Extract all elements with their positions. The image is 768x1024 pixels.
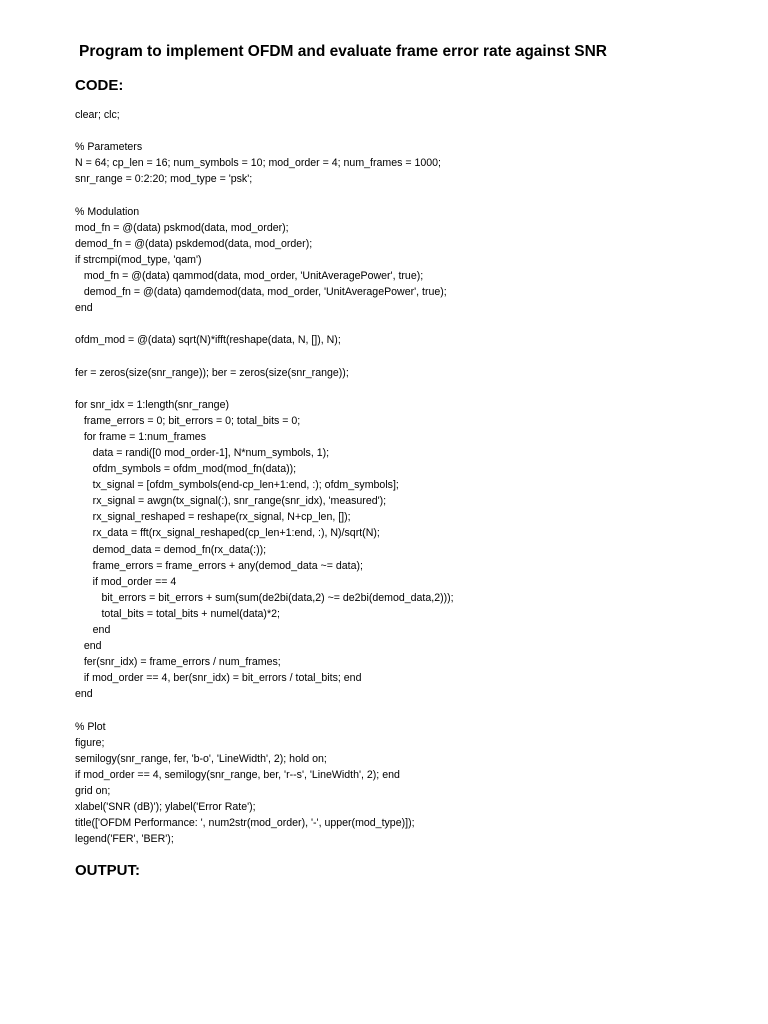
code-line: N = 64; cp_len = 16; num_symbols = 10; mod_order = 4; num_frames = 1000; (75, 157, 441, 170)
code-line: % Parameters (75, 141, 143, 154)
code-line: rx_data = fft(rx_signal_reshaped(cp_len+1:end, :), N)/sqrt(N); (75, 527, 380, 540)
code-line: % Modulation (75, 205, 140, 218)
code-line (75, 348, 454, 364)
code-block (75, 107, 454, 847)
code-line: if mod_order == 4, ber(snr_idx) = bit_errors / total_bits; end (75, 672, 362, 685)
code-line: ofdm_symbols = ofdm_mod(mod_fn(data)); (75, 463, 297, 476)
code-line: rx_signal_reshaped = reshape(rx_signal, N+cp_len, []); (75, 511, 351, 524)
code-line: end (75, 640, 102, 653)
code-line: demod_data = demod_fn(rx_data(:)); (75, 543, 267, 556)
code-line: data = randi([0 mod_order-1], N*num_symbols, 1); (75, 446, 330, 459)
code-line: total_bits = total_bits + numel(data)*2; (75, 607, 280, 620)
code-heading: CODE: (75, 77, 124, 94)
code-line: grid on; (75, 784, 111, 797)
code-line: fer = zeros(size(snr_range)); ber = zeros(size(snr_range)); (75, 366, 349, 379)
code-line: if mod_order == 4, semilogy(snr_range, ber, 'r--s', 'LineWidth', 2); end (75, 768, 400, 781)
code-line: rx_signal = awgn(tx_signal(:), snr_range(snr_idx), 'measured'); (75, 495, 387, 508)
code-line (75, 123, 454, 139)
code-line: clear; clc; (75, 109, 120, 121)
code-line: frame_errors = 0; bit_errors = 0; total_bits = 0; (75, 414, 301, 427)
code-line (75, 702, 454, 718)
code-line: if strcmpi(mod_type, 'qam') (75, 253, 202, 266)
code-line: title(['OFDM Performance: ', num2str(mod_order), '-', upper(mod_type)]); (75, 817, 415, 830)
code-line: xlabel('SNR (dB)'); ylabel('Error Rate'); (75, 801, 256, 814)
code-line (75, 316, 454, 332)
code-line: % Plot (75, 720, 106, 733)
code-line: for frame = 1:num_frames (75, 430, 206, 443)
code-line: legend('FER', 'BER'); (75, 833, 174, 846)
code-line: end (75, 688, 93, 701)
document-title: Program to implement OFDM and evaluate frame error rate against SNR (79, 43, 607, 60)
code-line: if mod_order == 4 (75, 575, 177, 588)
code-line: tx_signal = [ofdm_symbols(end-cp_len+1:end, :); ofdm_symbols]; (75, 479, 399, 492)
code-line: fer(snr_idx) = frame_errors / num_frames; (75, 656, 281, 669)
code-line: mod_fn = @(data) qammod(data, mod_order, 'UnitAveragePower', true); (75, 269, 424, 282)
code-line: snr_range = 0:2:20; mod_type = 'psk'; (75, 173, 253, 186)
code-line: demod_fn = @(data) pskdemod(data, mod_order); (75, 237, 313, 250)
code-line: demod_fn = @(data) qamdemod(data, mod_order, 'UnitAveragePower', true); (75, 286, 447, 299)
code-line: for snr_idx = 1:length(snr_range) (75, 398, 229, 411)
code-line (75, 381, 454, 397)
code-line: mod_fn = @(data) pskmod(data, mod_order); (75, 221, 289, 234)
code-line: semilogy(snr_range, fer, 'b-o', 'LineWidth', 2); hold on; (75, 752, 327, 765)
code-line: figure; (75, 736, 105, 749)
code-line (75, 187, 454, 203)
output-heading: OUTPUT: (75, 862, 140, 879)
code-line: end (75, 302, 93, 315)
code-line: ofdm_mod = @(data) sqrt(N)*ifft(reshape(data, N, []), N); (75, 334, 341, 347)
code-line: end (75, 624, 111, 636)
code-line: bit_errors = bit_errors + sum(sum(de2bi(data,2) ~= de2bi(demod_data,2))); (75, 591, 454, 604)
code-line: frame_errors = frame_errors + any(demod_data ~= data); (75, 559, 363, 572)
